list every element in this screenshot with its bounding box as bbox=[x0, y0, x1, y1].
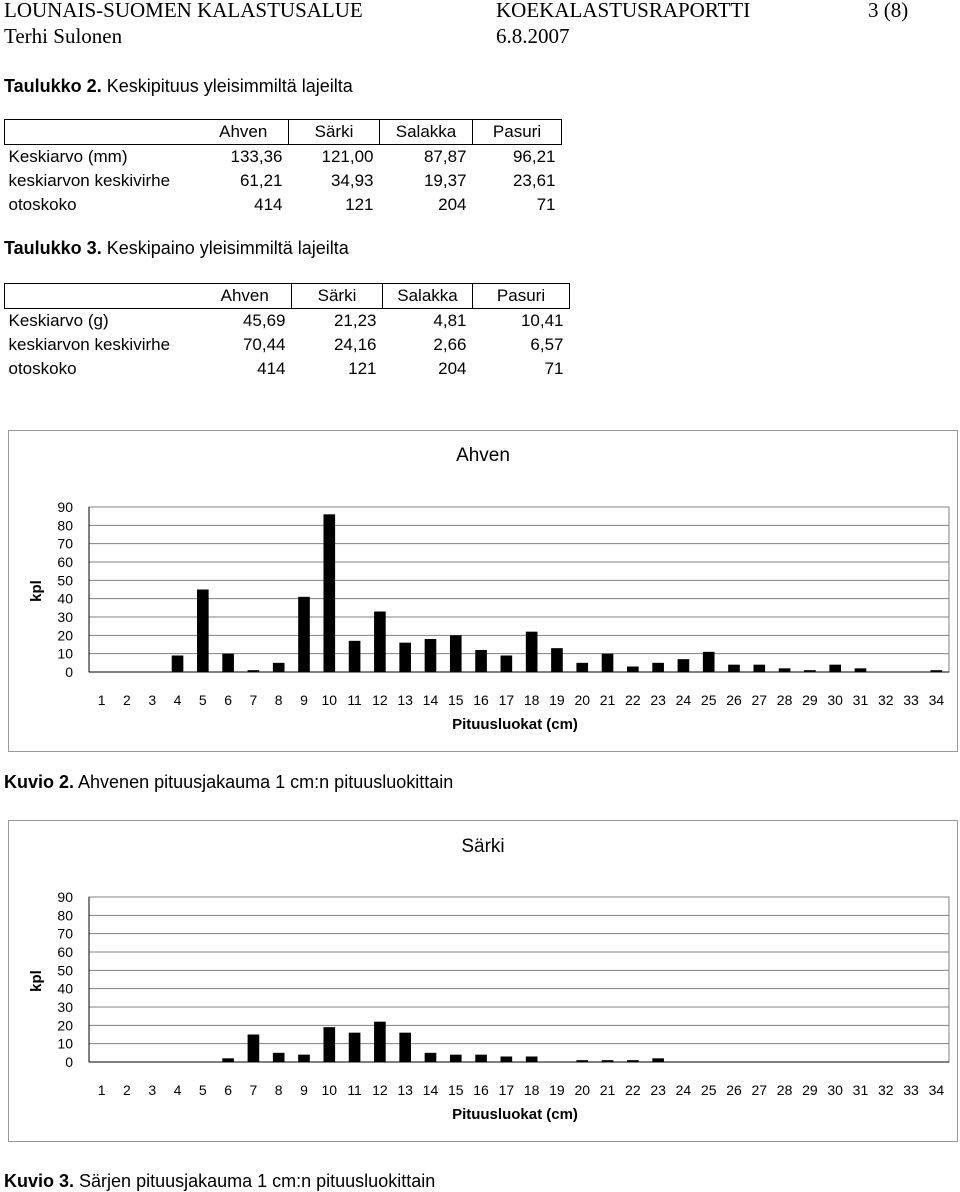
x-tick-label: 33 bbox=[903, 1082, 919, 1098]
x-tick-label: 15 bbox=[447, 692, 464, 708]
x-tick-label: 27 bbox=[751, 1082, 768, 1098]
x-tick-label: 2 bbox=[123, 692, 131, 708]
bar bbox=[576, 663, 588, 672]
x-tick-label: 33 bbox=[903, 692, 919, 708]
x-tick-label: 5 bbox=[198, 1082, 207, 1098]
x-tick-label: 34 bbox=[928, 1082, 945, 1098]
bar bbox=[576, 1060, 588, 1062]
bar bbox=[829, 665, 841, 672]
chart-y-label: kpl bbox=[28, 580, 45, 602]
bar bbox=[627, 1060, 639, 1062]
x-tick-label: 10 bbox=[321, 1082, 338, 1098]
y-tick-label: 10 bbox=[57, 1035, 73, 1052]
x-tick-label: 12 bbox=[372, 692, 388, 708]
x-tick-label: 32 bbox=[877, 692, 894, 708]
x-tick-label: 11 bbox=[347, 1082, 362, 1098]
bar bbox=[526, 632, 538, 672]
x-tick-label: 29 bbox=[802, 1082, 818, 1098]
x-tick-label: 26 bbox=[726, 1082, 742, 1098]
x-tick-label: 15 bbox=[447, 1082, 464, 1098]
y-tick-label: 60 bbox=[57, 944, 73, 960]
bar bbox=[248, 670, 260, 672]
chart-x-label: Pituusluokat (cm) bbox=[452, 716, 578, 733]
chart-sarki bbox=[8, 820, 958, 1142]
x-tick-label: 9 bbox=[300, 692, 308, 708]
x-tick-label: 7 bbox=[249, 1082, 258, 1098]
table-cell: 71 bbox=[544, 359, 564, 378]
header-author: Terhi Sulonen bbox=[4, 24, 123, 48]
header-date: 6.8.2007 bbox=[496, 24, 570, 48]
x-tick-label: 17 bbox=[498, 692, 515, 708]
x-tick-label: 22 bbox=[625, 692, 641, 708]
x-tick-label: 31 bbox=[852, 692, 869, 708]
table2-caption bbox=[4, 76, 353, 97]
figure3-caption bbox=[4, 1171, 435, 1192]
bar bbox=[222, 654, 234, 672]
chart-ahven-svg bbox=[9, 431, 957, 751]
header-page-number: 3 (8) bbox=[868, 0, 909, 22]
y-tick-label: 40 bbox=[57, 590, 73, 607]
x-tick-label: 3 bbox=[148, 1082, 157, 1098]
row-label: otoskoko bbox=[8, 195, 77, 214]
chart-x-ticks bbox=[98, 1082, 945, 1098]
table-cell: 23,61 bbox=[512, 171, 556, 190]
table-cell: 19,37 bbox=[423, 171, 467, 190]
bar bbox=[323, 1027, 335, 1062]
chart-x-label: Pituusluokat (cm) bbox=[452, 1106, 578, 1123]
x-tick-label: 27 bbox=[751, 692, 768, 708]
x-tick-label: 13 bbox=[397, 1082, 413, 1098]
table-cell: 21,23 bbox=[333, 311, 377, 330]
table3-caption bbox=[4, 238, 349, 259]
table-cell: 2,66 bbox=[433, 335, 467, 354]
bar bbox=[652, 663, 664, 672]
x-tick-label: 2 bbox=[123, 1082, 131, 1098]
x-tick-label: 18 bbox=[523, 692, 540, 708]
column-header: Salakka bbox=[380, 120, 473, 145]
table-cell: 10,41 bbox=[520, 311, 564, 330]
chart-y-label: kpl bbox=[28, 970, 45, 992]
bar bbox=[298, 597, 310, 672]
table2-caption-text: Keskipituus yleisimmiltä lajeilta bbox=[106, 76, 353, 96]
y-tick-label: 20 bbox=[57, 1017, 73, 1034]
chart-y-ticks bbox=[57, 499, 73, 680]
x-tick-label: 16 bbox=[473, 1082, 489, 1098]
x-tick-label: 19 bbox=[549, 692, 565, 708]
y-tick-label: 30 bbox=[57, 999, 73, 1015]
y-tick-label: 30 bbox=[57, 609, 73, 625]
table-cell: 71 bbox=[536, 195, 556, 214]
bar bbox=[399, 1033, 411, 1062]
header-org: LOUNAIS-SUOMEN KALASTUSALUE bbox=[4, 0, 363, 22]
figure2-caption bbox=[4, 772, 453, 793]
y-tick-label: 10 bbox=[57, 645, 73, 662]
x-tick-label: 1 bbox=[97, 692, 106, 708]
x-tick-label: 24 bbox=[675, 692, 692, 708]
table-cell: 121 bbox=[348, 359, 377, 378]
x-tick-label: 23 bbox=[650, 1082, 666, 1098]
table-header-row bbox=[5, 120, 562, 145]
bar bbox=[526, 1057, 538, 1063]
x-tick-label: 16 bbox=[473, 692, 489, 708]
bar bbox=[931, 670, 943, 672]
x-tick-label: 11 bbox=[347, 692, 362, 708]
bar bbox=[728, 665, 740, 672]
bar bbox=[374, 612, 386, 673]
bar bbox=[222, 1058, 234, 1062]
x-tick-label: 28 bbox=[776, 692, 793, 708]
bar bbox=[298, 1055, 310, 1062]
x-tick-label: 9 bbox=[300, 1082, 308, 1098]
bar bbox=[602, 1060, 614, 1062]
table-cell: 6,57 bbox=[530, 335, 564, 354]
y-tick-label: 80 bbox=[57, 517, 73, 534]
x-tick-label: 8 bbox=[274, 1082, 283, 1098]
x-tick-label: 30 bbox=[827, 692, 843, 708]
bar bbox=[501, 1057, 513, 1063]
table-row bbox=[5, 309, 570, 334]
y-tick-label: 0 bbox=[65, 664, 73, 680]
x-tick-label: 12 bbox=[372, 1082, 388, 1098]
figure3-caption-text: Särjen pituusjakauma 1 cm:n pituusluokittain bbox=[79, 1171, 436, 1191]
x-tick-label: 3 bbox=[148, 692, 157, 708]
table3-caption-prefix: Taulukko 3. bbox=[4, 238, 102, 258]
y-tick-label: 70 bbox=[57, 535, 73, 552]
chart-grid bbox=[89, 897, 949, 1062]
x-tick-label: 6 bbox=[224, 692, 233, 708]
x-tick-label: 24 bbox=[675, 1082, 692, 1098]
figure2-caption-prefix: Kuvio 2. bbox=[4, 772, 75, 792]
x-tick-label: 10 bbox=[321, 692, 338, 708]
bar bbox=[425, 1053, 437, 1062]
x-tick-label: 25 bbox=[700, 1082, 717, 1098]
table-cell: 34,93 bbox=[330, 171, 374, 190]
bar bbox=[551, 648, 563, 672]
bar bbox=[753, 665, 765, 672]
row-label: otoskoko bbox=[8, 359, 77, 378]
y-tick-label: 70 bbox=[57, 925, 73, 942]
x-tick-label: 32 bbox=[877, 1082, 894, 1098]
table-cell: 414 bbox=[254, 195, 283, 214]
table-cell: 204 bbox=[438, 359, 467, 378]
table-cell: 4,81 bbox=[433, 311, 467, 330]
table-row bbox=[5, 193, 562, 217]
column-header: Pasuri bbox=[473, 120, 562, 145]
bar bbox=[172, 656, 184, 673]
x-tick-label: 26 bbox=[726, 692, 742, 708]
table2-caption-prefix: Taulukko 2. bbox=[4, 76, 102, 96]
plot-frame bbox=[89, 897, 949, 1062]
column-header: Särki bbox=[289, 120, 380, 145]
bar bbox=[399, 643, 411, 672]
x-tick-label: 14 bbox=[422, 692, 439, 708]
table-cell: 414 bbox=[257, 359, 286, 378]
x-tick-label: 34 bbox=[928, 692, 945, 708]
y-tick-label: 50 bbox=[57, 962, 73, 979]
x-tick-label: 6 bbox=[224, 1082, 233, 1098]
row-label: keskiarvon keskivirhe bbox=[8, 335, 171, 354]
bar bbox=[602, 654, 614, 672]
bar bbox=[323, 514, 335, 672]
table-row bbox=[5, 357, 570, 381]
table-average-length bbox=[4, 119, 562, 217]
table3-caption-text: Keskipaino yleisimmiltä lajeilta bbox=[106, 238, 349, 258]
figure3-caption-prefix: Kuvio 3. bbox=[4, 1171, 75, 1191]
bar bbox=[450, 1055, 462, 1062]
table-cell: 87,87 bbox=[423, 147, 467, 166]
bar bbox=[450, 635, 462, 672]
y-tick-label: 0 bbox=[65, 1054, 73, 1070]
x-tick-label: 7 bbox=[249, 692, 258, 708]
chart-title: Särki bbox=[461, 836, 505, 857]
x-tick-label: 29 bbox=[802, 692, 818, 708]
x-tick-label: 21 bbox=[599, 1082, 616, 1098]
x-tick-label: 17 bbox=[498, 1082, 515, 1098]
row-label: Keskiarvo (g) bbox=[8, 311, 109, 330]
x-tick-label: 4 bbox=[173, 1082, 182, 1098]
row-label: Keskiarvo (mm) bbox=[8, 147, 128, 166]
column-header: Pasuri bbox=[473, 284, 570, 309]
column-header: Särki bbox=[292, 284, 383, 309]
x-tick-label: 5 bbox=[198, 692, 207, 708]
bar bbox=[627, 667, 639, 673]
table-row bbox=[5, 169, 562, 193]
x-tick-label: 20 bbox=[574, 692, 591, 708]
chart-bars bbox=[222, 1022, 664, 1062]
bar bbox=[501, 656, 513, 673]
bar bbox=[678, 659, 690, 672]
bar bbox=[855, 668, 867, 672]
chart-grid bbox=[89, 507, 949, 672]
plot-frame bbox=[89, 507, 949, 672]
bar bbox=[273, 663, 285, 672]
bar bbox=[804, 670, 816, 672]
column-header: Salakka bbox=[383, 284, 473, 309]
bar bbox=[779, 668, 791, 672]
bar bbox=[248, 1035, 260, 1063]
table-cell: 70,44 bbox=[242, 335, 286, 354]
x-tick-label: 18 bbox=[523, 1082, 540, 1098]
bar bbox=[273, 1053, 285, 1062]
x-tick-label: 25 bbox=[700, 692, 717, 708]
x-tick-label: 23 bbox=[650, 692, 666, 708]
table-cell: 204 bbox=[438, 195, 467, 214]
table-row bbox=[5, 333, 570, 357]
bar bbox=[349, 641, 361, 672]
bar bbox=[425, 639, 437, 672]
y-tick-label: 40 bbox=[57, 980, 73, 997]
x-tick-label: 28 bbox=[776, 1082, 793, 1098]
bar bbox=[652, 1058, 664, 1062]
row-label: keskiarvon keskivirhe bbox=[8, 171, 171, 190]
bar bbox=[349, 1033, 361, 1062]
x-tick-label: 21 bbox=[599, 692, 616, 708]
x-tick-label: 31 bbox=[852, 1082, 869, 1098]
table-cell: 96,21 bbox=[512, 147, 556, 166]
table-row bbox=[5, 145, 562, 170]
y-tick-label: 90 bbox=[57, 499, 73, 515]
table-cell: 45,69 bbox=[242, 311, 286, 330]
table-header-corner bbox=[5, 284, 199, 309]
chart-sarki-svg bbox=[9, 821, 957, 1141]
figure2-caption-text: Ahvenen pituusjakauma 1 cm:n pituusluokittain bbox=[78, 772, 454, 792]
chart-title: Ahven bbox=[456, 445, 510, 466]
y-tick-label: 50 bbox=[57, 572, 73, 589]
y-tick-label: 90 bbox=[57, 889, 73, 905]
x-tick-label: 20 bbox=[574, 1082, 591, 1098]
column-header: Ahven bbox=[199, 120, 289, 145]
x-tick-label: 1 bbox=[97, 1082, 106, 1098]
chart-ahven bbox=[8, 430, 958, 752]
table-average-weight bbox=[4, 283, 570, 381]
x-tick-label: 14 bbox=[422, 1082, 439, 1098]
y-tick-label: 20 bbox=[57, 627, 73, 644]
x-tick-label: 30 bbox=[827, 1082, 843, 1098]
chart-bars bbox=[172, 514, 942, 672]
bar bbox=[475, 650, 487, 672]
bar bbox=[703, 652, 715, 672]
table-header-corner bbox=[5, 120, 199, 145]
y-tick-label: 60 bbox=[57, 554, 73, 570]
table-cell: 61,21 bbox=[239, 171, 283, 190]
chart-y-ticks bbox=[57, 889, 73, 1070]
column-header: Ahven bbox=[199, 284, 292, 309]
x-tick-label: 19 bbox=[549, 1082, 565, 1098]
table-cell: 121 bbox=[345, 195, 374, 214]
table-cell: 121,00 bbox=[321, 147, 374, 166]
table-header-row bbox=[5, 284, 570, 309]
bar bbox=[197, 590, 209, 673]
x-tick-label: 4 bbox=[173, 692, 182, 708]
header-report: KOEKALASTUSRAPORTTI bbox=[496, 0, 751, 22]
x-tick-label: 13 bbox=[397, 692, 413, 708]
x-tick-label: 8 bbox=[274, 692, 283, 708]
x-tick-label: 22 bbox=[625, 1082, 641, 1098]
y-tick-label: 80 bbox=[57, 907, 73, 924]
chart-x-ticks bbox=[98, 692, 945, 708]
table-cell: 133,36 bbox=[230, 147, 283, 166]
table-cell: 24,16 bbox=[333, 335, 377, 354]
bar bbox=[374, 1022, 386, 1062]
bar bbox=[475, 1055, 487, 1062]
